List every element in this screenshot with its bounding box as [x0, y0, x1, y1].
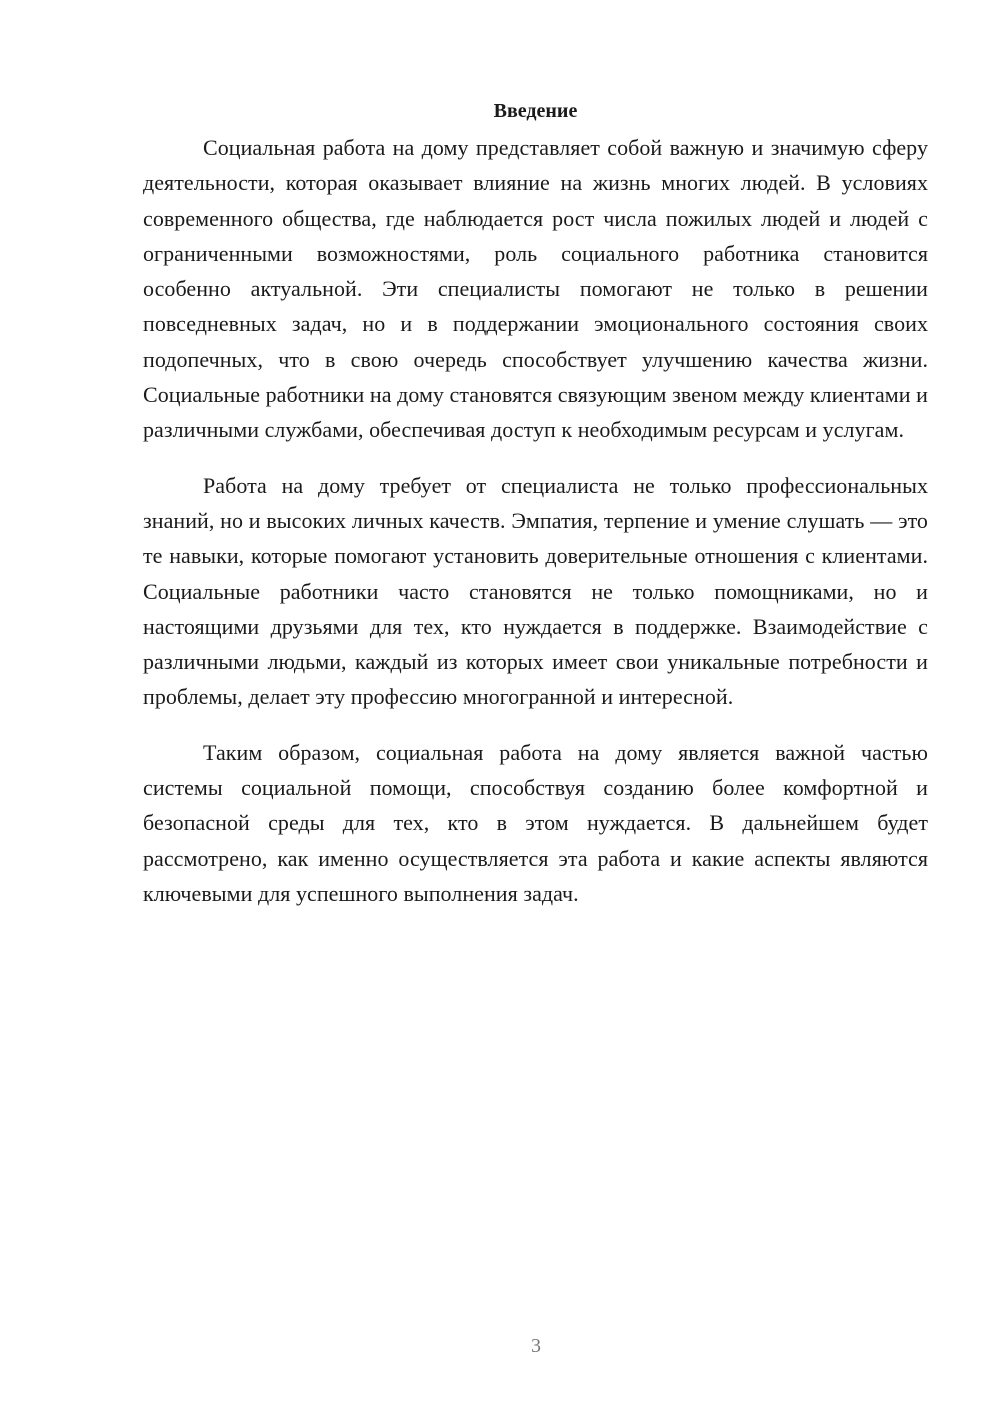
paragraph-3: Таким образом, социальная работа на дому является важной частью системы социальной помощи, способствуя созданию более комфортной и безопасной среды для тех, кто в этом нуждается. В дальнейшем будет рассмотрено, как именно осуществляется эта работа и какие аспекты являются ключевыми для успешного выполнения задач. [143, 739, 928, 906]
section-title: Введение [493, 100, 578, 122]
page-number: 3 [531, 1335, 541, 1357]
paragraph-2: Работа на дому требует от специалиста не только профессиональных знаний, но и высоких личных качеств. Эмпатия, терпение и умение слушать — это те навыки, которые помогают установить доверительные отношения с клиентами. Социальные работники часто становятся не только помощниками, но и настоящими друзьями для тех, кто нуждается в поддержке. Взаимодействие с различными людьми, каждый из которых имеет свои уникальные потребности и проблемы, делает эту профессию многогранной и интересной. [143, 472, 928, 710]
paragraph-1: Социальная работа на дому представляет собой важную и значимую сферу деятельности, которая оказывает влияние на жизнь многих людей. В условиях современного общества, где наблюдается рост числа пожилых людей и людей с ограниченными возможностями, роль социального работника становится особенно актуальной. Эти специалисты помогают не только в решении повседневных задач, но и в поддержании эмоционального состояния своих подопечных, что в свою очередь способствует улучшению качества жизни. Социальные работники на дому становятся связующим звеном между клиентами и различными службами, обеспечивая доступ к необходимым ресурсам и услугам. [143, 135, 928, 443]
page-content [143, 96, 928, 931]
